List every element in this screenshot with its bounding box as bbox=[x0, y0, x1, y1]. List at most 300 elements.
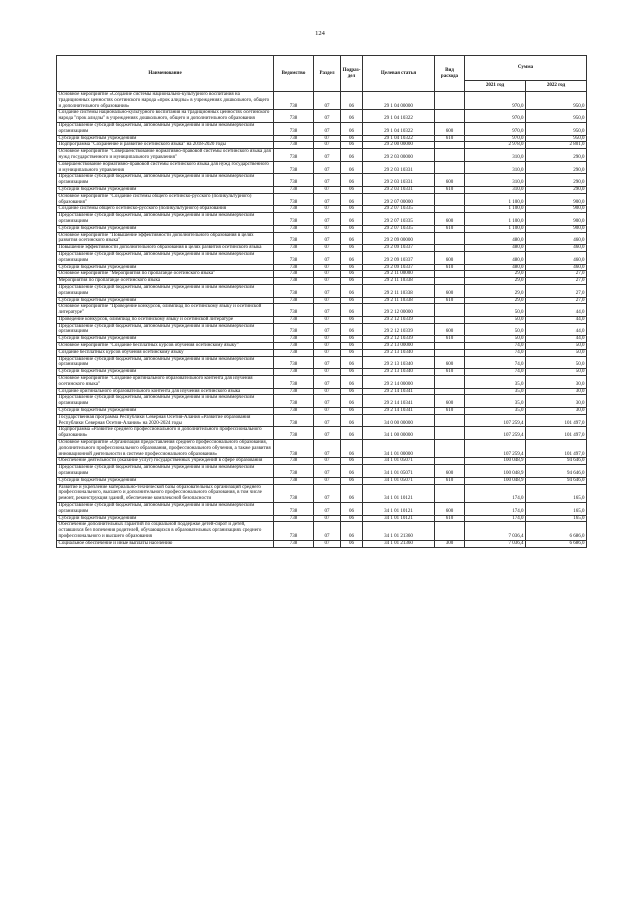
cell-dept: 738 bbox=[274, 336, 314, 343]
cell-exp-type bbox=[435, 92, 465, 110]
cell-subsection: 06 bbox=[341, 515, 363, 522]
cell-target: 29 2 03 10331 bbox=[363, 174, 435, 187]
header-exp-type: Вид расхода bbox=[435, 56, 465, 92]
cell-subsection: 06 bbox=[341, 343, 363, 350]
cell-2022: 290,0 bbox=[526, 161, 587, 174]
cell-subsection: 06 bbox=[341, 477, 363, 484]
cell-name: Обеспечение дополнительных гарантий по социальной поддержке детей-сирот и детей, оставшихся без попечения родителей, обучающихся в образовательных организациях среднего профессионального и высшего образования bbox=[57, 522, 274, 540]
cell-subsection: 06 bbox=[341, 440, 363, 458]
cell-2022: 165,0 bbox=[526, 503, 587, 516]
table-row bbox=[57, 193, 587, 206]
cell-target: 29 2 11 00000 bbox=[363, 271, 435, 278]
cell-2022: 44,0 bbox=[526, 316, 587, 323]
cell-target: 29 2 12 10339 bbox=[363, 323, 435, 336]
cell-2022: 94 646,0 bbox=[526, 458, 587, 465]
cell-subsection: 06 bbox=[341, 356, 363, 369]
cell-2021: 50,0 bbox=[465, 323, 526, 336]
cell-name: Основное мероприятие «Создание системы национально-культурного воспитания на традиционных ценностях осетинского народа «прок алидзы» в учреждениях дошкольного, общего и дополнительного образования» bbox=[57, 92, 274, 110]
header-section: Раздел bbox=[314, 56, 341, 92]
table-row bbox=[57, 356, 587, 369]
cell-2021: 29,0 bbox=[465, 271, 526, 278]
cell-exp-type bbox=[435, 316, 465, 323]
cell-section: 07 bbox=[314, 142, 341, 149]
cell-subsection: 06 bbox=[341, 503, 363, 516]
cell-2022: 6 686,0 bbox=[526, 540, 587, 547]
cell-section: 07 bbox=[314, 477, 341, 484]
cell-name: Предоставление субсидий бюджетным, автономным учреждениям и иным некоммерческим организациям bbox=[57, 356, 274, 369]
cell-name: Субсидии бюджетным учреждениям bbox=[57, 515, 274, 522]
table-row bbox=[57, 161, 587, 174]
cell-target: 34 1 01 21360 bbox=[363, 540, 435, 547]
cell-subsection: 06 bbox=[341, 316, 363, 323]
cell-2022: 950,0 bbox=[526, 122, 587, 135]
cell-name: Мероприятия по пропаганде осетинского языка bbox=[57, 278, 274, 285]
table-row bbox=[57, 343, 587, 350]
cell-section: 07 bbox=[314, 264, 341, 271]
cell-2022: 950,0 bbox=[526, 92, 587, 110]
cell-2022: 460,0 bbox=[526, 232, 587, 245]
cell-dept: 738 bbox=[274, 122, 314, 135]
cell-2021: 480,0 bbox=[465, 232, 526, 245]
cell-subsection: 06 bbox=[341, 149, 363, 162]
cell-target: 29 2 11 10338 bbox=[363, 297, 435, 304]
table-row bbox=[57, 264, 587, 271]
cell-2022: 44,0 bbox=[526, 304, 587, 317]
cell-target: 34 1 01 05071 bbox=[363, 477, 435, 484]
cell-dept: 738 bbox=[274, 349, 314, 356]
cell-section: 07 bbox=[314, 522, 341, 540]
cell-dept: 738 bbox=[274, 395, 314, 408]
cell-dept: 738 bbox=[274, 503, 314, 516]
table-row bbox=[57, 388, 587, 395]
cell-2022: 94 646,0 bbox=[526, 465, 587, 478]
cell-exp-type: 610 bbox=[435, 336, 465, 343]
cell-2021: 74,0 bbox=[465, 349, 526, 356]
cell-name: Субсидии бюджетным учреждениям bbox=[57, 186, 274, 193]
cell-dept: 738 bbox=[274, 477, 314, 484]
cell-subsection: 06 bbox=[341, 395, 363, 408]
cell-section: 07 bbox=[314, 174, 341, 187]
cell-section: 07 bbox=[314, 540, 341, 547]
cell-target: 29 2 09 10337 bbox=[363, 264, 435, 271]
cell-2022: 6 686,0 bbox=[526, 522, 587, 540]
cell-2021: 174,0 bbox=[465, 503, 526, 516]
cell-dept: 738 bbox=[274, 343, 314, 350]
cell-dept: 738 bbox=[274, 297, 314, 304]
cell-exp-type: 600 bbox=[435, 503, 465, 516]
cell-target: 29 2 09 00000 bbox=[363, 232, 435, 245]
cell-2021: 174,0 bbox=[465, 515, 526, 522]
table-row bbox=[57, 349, 587, 356]
cell-section: 07 bbox=[314, 356, 341, 369]
cell-exp-type: 600 bbox=[435, 174, 465, 187]
cell-target: 29 2 13 10340 bbox=[363, 356, 435, 369]
cell-2022: 27,0 bbox=[526, 297, 587, 304]
cell-name: Субсидии бюджетным учреждениям bbox=[57, 336, 274, 343]
cell-section: 07 bbox=[314, 465, 341, 478]
cell-name: Предоставление субсидий бюджетным, автономным учреждениям и иным некоммерческим организациям bbox=[57, 284, 274, 297]
cell-dept: 738 bbox=[274, 388, 314, 395]
cell-dept: 738 bbox=[274, 284, 314, 297]
cell-section: 07 bbox=[314, 135, 341, 142]
cell-2022: 460,0 bbox=[526, 264, 587, 271]
cell-2021: 480,0 bbox=[465, 251, 526, 264]
cell-dept: 738 bbox=[274, 515, 314, 522]
cell-2021: 1 100,0 bbox=[465, 213, 526, 226]
table-row bbox=[57, 206, 587, 213]
cell-target: 29 2 13 10340 bbox=[363, 349, 435, 356]
cell-exp-type: 610 bbox=[435, 477, 465, 484]
cell-subsection: 06 bbox=[341, 271, 363, 278]
cell-dept: 738 bbox=[274, 414, 314, 427]
cell-subsection: 06 bbox=[341, 232, 363, 245]
cell-dept: 738 bbox=[274, 213, 314, 226]
cell-2022: 101 497,0 bbox=[526, 414, 587, 427]
cell-section: 07 bbox=[314, 297, 341, 304]
cell-subsection: 06 bbox=[341, 174, 363, 187]
cell-2021: 29,0 bbox=[465, 284, 526, 297]
cell-subsection: 06 bbox=[341, 278, 363, 285]
cell-exp-type bbox=[435, 349, 465, 356]
cell-exp-type: 600 bbox=[435, 251, 465, 264]
table-body bbox=[57, 92, 587, 548]
cell-subsection: 06 bbox=[341, 388, 363, 395]
cell-dept: 738 bbox=[274, 440, 314, 458]
cell-exp-type bbox=[435, 522, 465, 540]
cell-section: 07 bbox=[314, 376, 341, 389]
cell-2021: 174,0 bbox=[465, 484, 526, 502]
cell-2021: 480,0 bbox=[465, 245, 526, 252]
cell-dept: 738 bbox=[274, 264, 314, 271]
cell-subsection: 06 bbox=[341, 458, 363, 465]
cell-dept: 738 bbox=[274, 458, 314, 465]
cell-2022: 900,0 bbox=[526, 206, 587, 213]
cell-target: 29 2 13 00000 bbox=[363, 343, 435, 350]
cell-section: 07 bbox=[314, 336, 341, 343]
cell-subsection: 06 bbox=[341, 251, 363, 264]
cell-2022: 30,0 bbox=[526, 408, 587, 415]
cell-2021: 2 978,0 bbox=[465, 142, 526, 149]
cell-name: Государственная программа Республики Северная Осетия-Алания «Развитие образования Республики Северная Осетия-Алания» на 2020-2024 годы bbox=[57, 414, 274, 427]
cell-exp-type: 610 bbox=[435, 264, 465, 271]
cell-exp-type: 600 bbox=[435, 356, 465, 369]
cell-section: 07 bbox=[314, 271, 341, 278]
cell-subsection: 06 bbox=[341, 414, 363, 427]
cell-dept: 738 bbox=[274, 206, 314, 213]
cell-subsection: 06 bbox=[341, 225, 363, 232]
cell-target: 34 1 00 00000 bbox=[363, 427, 435, 440]
cell-exp-type bbox=[435, 206, 465, 213]
cell-exp-type bbox=[435, 343, 465, 350]
cell-target: 29 2 07 10335 bbox=[363, 225, 435, 232]
cell-target: 29 2 14 10341 bbox=[363, 408, 435, 415]
cell-2021: 310,0 bbox=[465, 161, 526, 174]
cell-name: Основное мероприятие "Совершенствование нормативно-правовой системы осетинского языка для нужд государственного и муниципального управления" bbox=[57, 149, 274, 162]
cell-name: Основное мероприятие "Создание бесплатных курсов обучения осетинскому языку" bbox=[57, 343, 274, 350]
cell-name: Основное мероприятие "Создание оригинального образовательного контента для изучения осетинского языка" bbox=[57, 376, 274, 389]
cell-target: 29 2 13 10340 bbox=[363, 369, 435, 376]
cell-2022: 44,0 bbox=[526, 336, 587, 343]
cell-exp-type: 600 bbox=[435, 122, 465, 135]
header-subsection: Подраз-дел bbox=[341, 56, 363, 92]
cell-exp-type: 600 bbox=[435, 395, 465, 408]
cell-section: 07 bbox=[314, 284, 341, 297]
cell-target: 29 2 07 10335 bbox=[363, 206, 435, 213]
cell-section: 07 bbox=[314, 304, 341, 317]
cell-exp-type bbox=[435, 161, 465, 174]
cell-name: Предоставление субсидий бюджетным, автономным учреждениям и иным некоммерческим организациям bbox=[57, 251, 274, 264]
cell-exp-type bbox=[435, 304, 465, 317]
cell-dept: 738 bbox=[274, 278, 314, 285]
cell-exp-type: 610 bbox=[435, 297, 465, 304]
cell-target: 29 2 07 00000 bbox=[363, 193, 435, 206]
table-row bbox=[57, 122, 587, 135]
cell-target: 34 0 00 00000 bbox=[363, 414, 435, 427]
cell-dept: 738 bbox=[274, 135, 314, 142]
cell-name: Предоставление субсидий бюджетным, автономным учреждениям и иным некоммерческим организациям bbox=[57, 465, 274, 478]
cell-2022: 950,0 bbox=[526, 135, 587, 142]
table-row bbox=[57, 414, 587, 427]
cell-name: Повышение эффективности дополнительного образования в целях развития осетинского языка bbox=[57, 245, 274, 252]
cell-section: 07 bbox=[314, 149, 341, 162]
cell-section: 07 bbox=[314, 323, 341, 336]
cell-exp-type bbox=[435, 278, 465, 285]
cell-subsection: 06 bbox=[341, 264, 363, 271]
budget-table bbox=[56, 55, 587, 548]
cell-section: 07 bbox=[314, 193, 341, 206]
cell-2021: 970,0 bbox=[465, 92, 526, 110]
table-row bbox=[57, 251, 587, 264]
cell-target: 29 1 04 10322 bbox=[363, 135, 435, 142]
cell-subsection: 06 bbox=[341, 427, 363, 440]
cell-exp-type bbox=[435, 376, 465, 389]
cell-target: 34 1 01 05071 bbox=[363, 465, 435, 478]
cell-section: 07 bbox=[314, 369, 341, 376]
table-row bbox=[57, 110, 587, 123]
cell-2022: 30,0 bbox=[526, 395, 587, 408]
cell-exp-type bbox=[435, 414, 465, 427]
cell-target: 29 2 14 10341 bbox=[363, 395, 435, 408]
cell-name: Основное мероприятие "Повышение эффективности дополнительного образования в целях развития осетинского языка" bbox=[57, 232, 274, 245]
cell-2021: 74,0 bbox=[465, 343, 526, 350]
cell-target: 29 2 03 00000 bbox=[363, 149, 435, 162]
cell-2022: 900,0 bbox=[526, 193, 587, 206]
cell-2021: 29,0 bbox=[465, 278, 526, 285]
cell-2022: 27,0 bbox=[526, 278, 587, 285]
cell-dept: 738 bbox=[274, 225, 314, 232]
cell-dept: 738 bbox=[274, 356, 314, 369]
cell-exp-type: 610 bbox=[435, 225, 465, 232]
cell-dept: 738 bbox=[274, 142, 314, 149]
cell-target: 29 2 00 00000 bbox=[363, 142, 435, 149]
cell-2021: 100 048,9 bbox=[465, 477, 526, 484]
table-row bbox=[57, 297, 587, 304]
cell-dept: 738 bbox=[274, 484, 314, 502]
cell-subsection: 06 bbox=[341, 135, 363, 142]
cell-subsection: 06 bbox=[341, 142, 363, 149]
cell-subsection: 06 bbox=[341, 193, 363, 206]
table-row bbox=[57, 245, 587, 252]
cell-dept: 738 bbox=[274, 251, 314, 264]
cell-2022: 94 646,0 bbox=[526, 477, 587, 484]
cell-2022: 460,0 bbox=[526, 245, 587, 252]
cell-subsection: 06 bbox=[341, 206, 363, 213]
cell-subsection: 06 bbox=[341, 540, 363, 547]
cell-2021: 7 036,4 bbox=[465, 540, 526, 547]
cell-2021: 100 048,9 bbox=[465, 465, 526, 478]
cell-target: 34 1 01 00000 bbox=[363, 440, 435, 458]
table-row bbox=[57, 484, 587, 502]
cell-subsection: 06 bbox=[341, 284, 363, 297]
cell-section: 07 bbox=[314, 232, 341, 245]
cell-section: 07 bbox=[314, 515, 341, 522]
cell-name: Развитие и укрепление материально-технической базы образовательных организаций среднего профессионального, высшего и дополнительного профессионального образования, в том числе ремонт, реконструкция зданий, обеспечение комплексной безопасности bbox=[57, 484, 274, 502]
cell-section: 07 bbox=[314, 122, 341, 135]
cell-2021: 29,0 bbox=[465, 297, 526, 304]
cell-name: Предоставление субсидий бюджетным, автономным учреждениям и иным некоммерческим организациям bbox=[57, 395, 274, 408]
cell-subsection: 06 bbox=[341, 186, 363, 193]
cell-dept: 738 bbox=[274, 174, 314, 187]
table-row bbox=[57, 271, 587, 278]
cell-name: Подпрограмма «Развитие среднего профессионального и дополнительного профессионального образования» bbox=[57, 427, 274, 440]
cell-2022: 50,0 bbox=[526, 343, 587, 350]
cell-subsection: 06 bbox=[341, 522, 363, 540]
cell-subsection: 06 bbox=[341, 161, 363, 174]
table-row bbox=[57, 284, 587, 297]
cell-exp-type bbox=[435, 388, 465, 395]
cell-dept: 738 bbox=[274, 465, 314, 478]
table-row bbox=[57, 186, 587, 193]
table-row bbox=[57, 316, 587, 323]
cell-exp-type: 610 bbox=[435, 135, 465, 142]
table-row bbox=[57, 522, 587, 540]
cell-dept: 738 bbox=[274, 427, 314, 440]
cell-section: 07 bbox=[314, 213, 341, 226]
table-row bbox=[57, 336, 587, 343]
cell-2022: 950,0 bbox=[526, 110, 587, 123]
table-row bbox=[57, 515, 587, 522]
cell-exp-type: 600 bbox=[435, 465, 465, 478]
cell-target: 29 2 11 10338 bbox=[363, 284, 435, 297]
cell-section: 07 bbox=[314, 503, 341, 516]
cell-2021: 74,0 bbox=[465, 369, 526, 376]
cell-2021: 310,0 bbox=[465, 149, 526, 162]
cell-section: 07 bbox=[314, 161, 341, 174]
table-row bbox=[57, 213, 587, 226]
cell-2022: 101 497,0 bbox=[526, 440, 587, 458]
cell-dept: 738 bbox=[274, 540, 314, 547]
cell-exp-type bbox=[435, 193, 465, 206]
table-header bbox=[57, 56, 587, 92]
header-sum: Сумма bbox=[465, 56, 587, 81]
cell-name: Субсидии бюджетным учреждениям bbox=[57, 297, 274, 304]
cell-2021: 310,0 bbox=[465, 186, 526, 193]
cell-name: Предоставление субсидий бюджетным, автономным учреждениям и иным некоммерческим организациям bbox=[57, 122, 274, 135]
cell-section: 07 bbox=[314, 251, 341, 264]
cell-exp-type bbox=[435, 458, 465, 465]
cell-name: Предоставление субсидий бюджетным, автономным учреждениям и иным некоммерческим организациям bbox=[57, 174, 274, 187]
cell-target: 29 2 09 10337 bbox=[363, 251, 435, 264]
header-dept: Ведомство bbox=[274, 56, 314, 92]
cell-name: Основное мероприятие "Проведение конкурсов, олимпиад по осетинскому языку и осетинской литературе" bbox=[57, 304, 274, 317]
cell-subsection: 06 bbox=[341, 336, 363, 343]
cell-section: 07 bbox=[314, 349, 341, 356]
cell-name: Предоставление субсидий бюджетным, автономным учреждениям и иным некоммерческим организациям bbox=[57, 323, 274, 336]
cell-target: 29 2 12 10339 bbox=[363, 316, 435, 323]
table-row bbox=[57, 232, 587, 245]
cell-dept: 738 bbox=[274, 186, 314, 193]
cell-section: 07 bbox=[314, 110, 341, 123]
cell-2022: 290,0 bbox=[526, 174, 587, 187]
table-row bbox=[57, 376, 587, 389]
cell-exp-type bbox=[435, 271, 465, 278]
cell-name: Проведение конкурсов, олимпиад по осетинскому языку и осетинской литературе bbox=[57, 316, 274, 323]
table-row bbox=[57, 225, 587, 232]
cell-dept: 738 bbox=[274, 304, 314, 317]
cell-2022: 50,0 bbox=[526, 369, 587, 376]
cell-name: Субсидии бюджетным учреждениям bbox=[57, 225, 274, 232]
table-row bbox=[57, 540, 587, 547]
cell-2021: 35,0 bbox=[465, 395, 526, 408]
cell-name: Субсидии бюджетным учреждениям bbox=[57, 408, 274, 415]
table-row bbox=[57, 503, 587, 516]
table-row bbox=[57, 458, 587, 465]
cell-name: Предоставление субсидий бюджетным, автономным учреждениям и иным некоммерческим организациям bbox=[57, 213, 274, 226]
cell-2022: 2 801,0 bbox=[526, 142, 587, 149]
table-row bbox=[57, 465, 587, 478]
cell-section: 07 bbox=[314, 408, 341, 415]
cell-name: Социальное обеспечение и иные выплаты населению bbox=[57, 540, 274, 547]
cell-exp-type: 300 bbox=[435, 540, 465, 547]
cell-2021: 310,0 bbox=[465, 174, 526, 187]
cell-dept: 738 bbox=[274, 323, 314, 336]
cell-target: 29 2 03 10331 bbox=[363, 161, 435, 174]
cell-exp-type bbox=[435, 110, 465, 123]
cell-exp-type bbox=[435, 232, 465, 245]
cell-dept: 738 bbox=[274, 522, 314, 540]
cell-subsection: 06 bbox=[341, 369, 363, 376]
cell-exp-type: 600 bbox=[435, 284, 465, 297]
table-row bbox=[57, 408, 587, 415]
cell-name: Подпрограмма "Сохранение и развитие осетинского языка" на 2018-2020 годы bbox=[57, 142, 274, 149]
header-target: Целевая статья bbox=[363, 56, 435, 92]
cell-2022: 460,0 bbox=[526, 251, 587, 264]
cell-exp-type: 600 bbox=[435, 213, 465, 226]
cell-target: 34 1 01 10121 bbox=[363, 484, 435, 502]
cell-name: Основное мероприятие «Организация предоставления среднего профессионального образования, дополнительного профессионального образования, профессионального обучения, а также развития инновационной деятельности в системе профессионального образования» bbox=[57, 440, 274, 458]
cell-exp-type bbox=[435, 440, 465, 458]
cell-2022: 290,0 bbox=[526, 149, 587, 162]
cell-subsection: 06 bbox=[341, 122, 363, 135]
cell-name: Обеспечение деятельности (оказание услуг) государственных учреждений в сфере образования bbox=[57, 458, 274, 465]
cell-section: 07 bbox=[314, 225, 341, 232]
cell-section: 07 bbox=[314, 427, 341, 440]
table-row bbox=[57, 440, 587, 458]
cell-exp-type: 610 bbox=[435, 515, 465, 522]
cell-2022: 290,0 bbox=[526, 186, 587, 193]
cell-name: Основное мероприятие "Создание системы общего осетинско-русского (поликультурного) образования" bbox=[57, 193, 274, 206]
cell-name: Субсидии бюджетным учреждениям bbox=[57, 135, 274, 142]
cell-target: 29 1 04 10322 bbox=[363, 122, 435, 135]
cell-2022: 50,0 bbox=[526, 356, 587, 369]
cell-target: 34 1 01 10121 bbox=[363, 503, 435, 516]
cell-2021: 35,0 bbox=[465, 408, 526, 415]
cell-target: 29 2 03 10331 bbox=[363, 186, 435, 193]
cell-dept: 738 bbox=[274, 316, 314, 323]
cell-2022: 50,0 bbox=[526, 349, 587, 356]
cell-dept: 738 bbox=[274, 408, 314, 415]
page-number: 124 bbox=[315, 30, 325, 37]
